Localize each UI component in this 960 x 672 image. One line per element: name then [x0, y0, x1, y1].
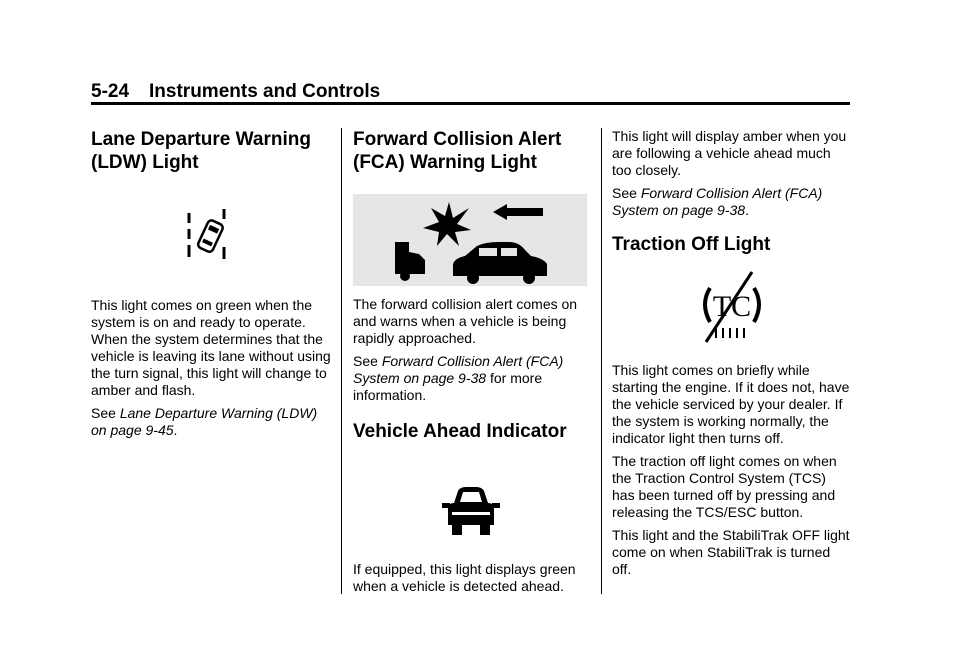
ldw-see-prefix: See: [91, 405, 120, 421]
fca-cont-see-prefix: See: [612, 185, 641, 201]
column-2: [353, 128, 589, 601]
fca-see-ref[interactable]: Forward Collision Alert (FCA) System on page 9-38: [353, 353, 564, 386]
fca-cont-see-ref[interactable]: Forward Collision Alert (FCA) System on page 9-38: [612, 185, 823, 218]
ldw-icon-box: [91, 207, 331, 267]
fca-see: [353, 353, 589, 404]
fca-heading: Forward Collision Alert (FCA) Warning Light: [353, 129, 562, 173]
column-3: [612, 128, 852, 584]
fca-icon-panel: [353, 194, 587, 286]
page-header: [91, 80, 850, 104]
vehicle-ahead-body: If equipped, this light displays green when a vehicle is detected ahead.: [353, 561, 576, 594]
vehicle-ahead-icon-box: [353, 481, 589, 541]
header-rule: [91, 102, 850, 105]
vehicle-ahead-heading: Vehicle Ahead Indicator: [353, 421, 567, 442]
traction-off-body-3: This light and the StabiliTrak OFF light come on when StabiliTrak is turned off.: [612, 527, 850, 577]
fca-cont-see-suffix: .: [745, 202, 749, 218]
ldw-see-ref[interactable]: Lane Departure Warning (LDW) on page 9-45: [91, 405, 318, 438]
traction-off-icon-box: [612, 266, 852, 348]
traction-off-body-1: This light comes on briefly while starting the engine. If it does not, have the vehicle serviced by your dealer. If the system is working normally, the indicator light then turns off.: [612, 362, 850, 446]
vehicle-ahead-icon: [438, 481, 504, 537]
fca-cont-body: This light will display amber when you are following a vehicle ahead much too closely.: [612, 128, 847, 178]
forward-collision-icon: [353, 194, 587, 286]
fca-see-prefix: See: [353, 353, 382, 369]
column-1: [91, 128, 331, 445]
fca-see-suffix: for more information.: [353, 370, 543, 403]
column-divider-2: [601, 128, 602, 594]
traction-control-off-icon: [692, 266, 772, 348]
column-divider-1: [341, 128, 342, 594]
ldw-body: This light comes on green when the system is on and ready to operate. When the system determines that the vehicle is leaving its lane without using the turn signal, this light will change to amber and flash.: [91, 297, 331, 398]
ldw-see: [91, 405, 331, 439]
page-number: 5-24: [91, 81, 130, 102]
ldw-see-suffix: .: [173, 422, 178, 438]
traction-off-heading: Traction Off Light: [612, 234, 771, 255]
tc-icon-text: TC: [712, 290, 752, 323]
fca-cont-see: [612, 185, 852, 219]
ldw-heading: Lane Departure Warning (LDW) Light: [91, 129, 311, 173]
section-title: Instruments and Controls: [149, 81, 381, 102]
traction-off-body-2: The traction off light comes on when the Traction Control System (TCS) has been turned off by pressing and releasing the TCS/ESC button.: [612, 453, 837, 520]
lane-departure-icon: [183, 207, 239, 263]
fca-body: The forward collision alert comes on and warns when a vehicle is being rapidly approached.: [353, 296, 578, 346]
